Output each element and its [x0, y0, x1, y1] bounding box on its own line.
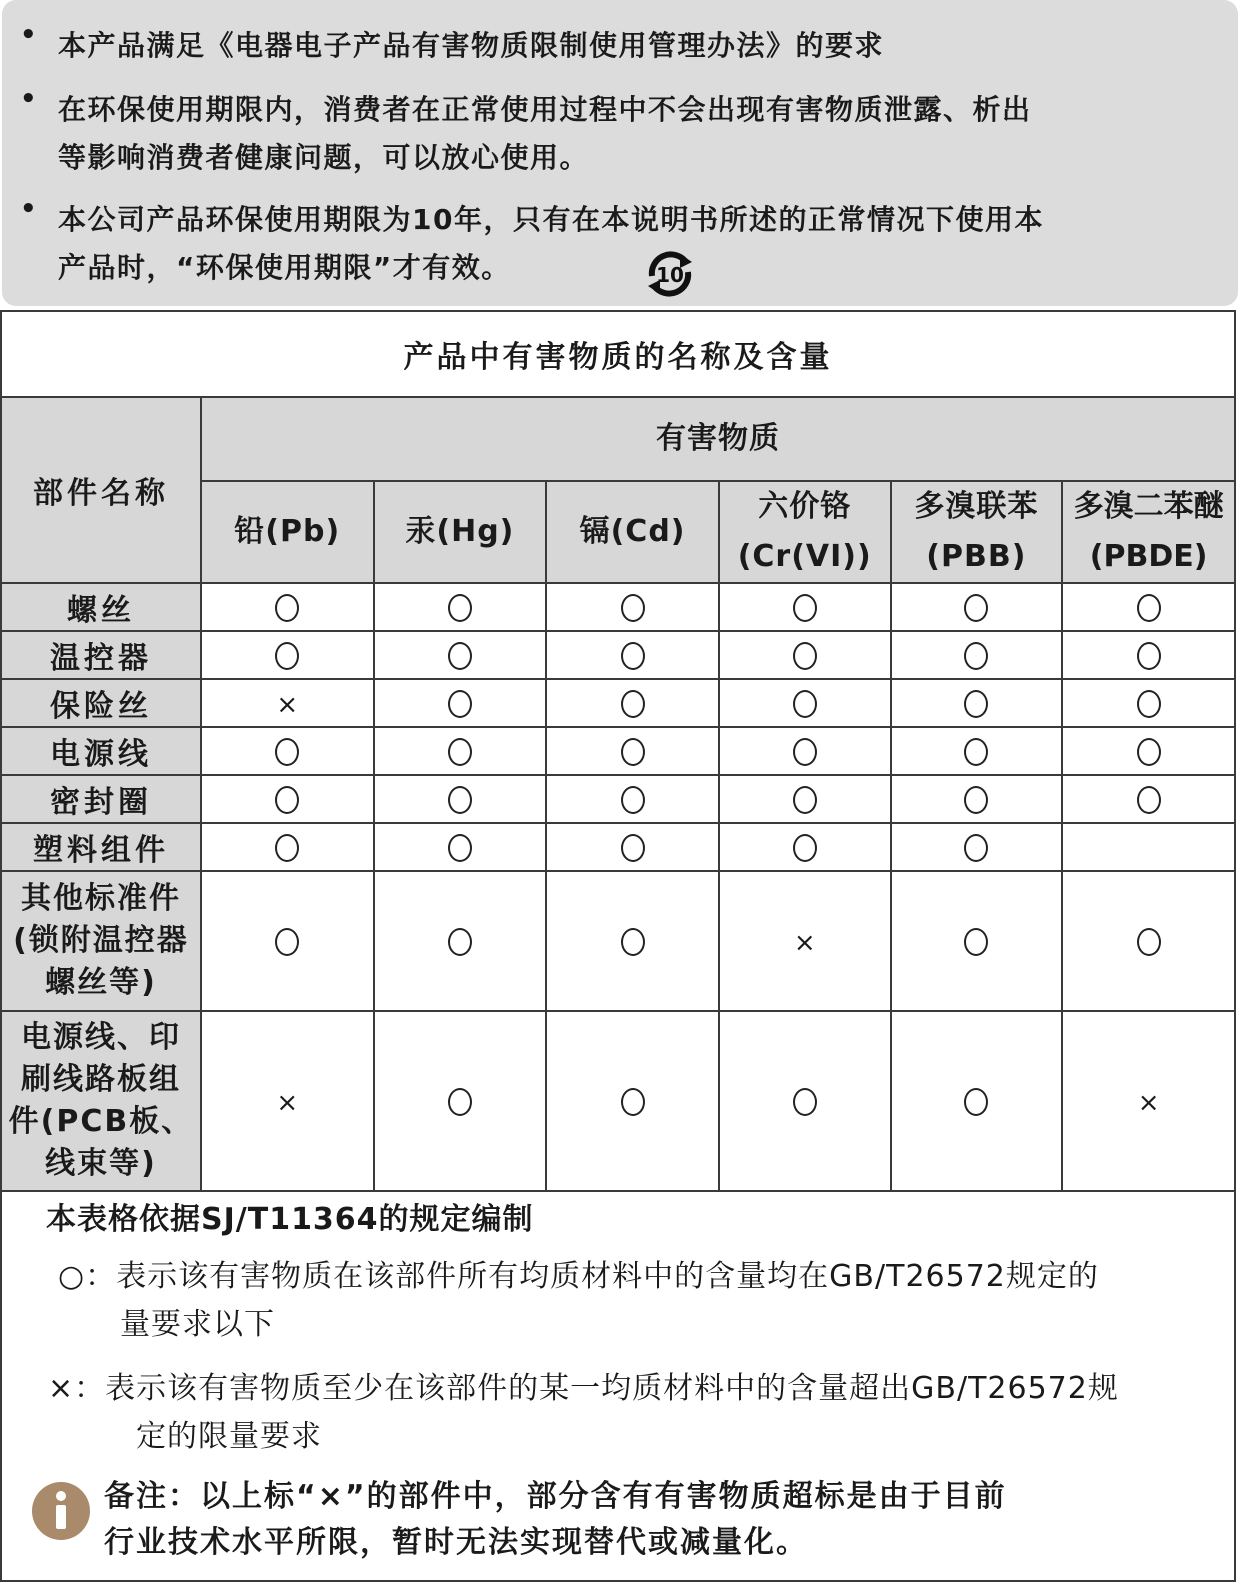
- substance-header: 有害物质: [201, 397, 1235, 481]
- compliant-mark: [964, 594, 988, 622]
- substance-mark-cell: [891, 631, 1063, 679]
- exceeds-mark: ×: [1137, 1087, 1160, 1118]
- substance-mark-cell: [719, 823, 891, 871]
- table-row: [1, 871, 1235, 1011]
- compliant-mark: [964, 928, 988, 956]
- legend-cross-text-2: 定的限量要求: [136, 1419, 322, 1454]
- substance-mark-cell: [1062, 679, 1235, 727]
- part-name-cell: [1, 871, 201, 1011]
- environmental-protection-use-period-icon: [642, 246, 698, 302]
- substance-mark-cell: [891, 727, 1063, 775]
- info-icon: [32, 1482, 90, 1540]
- substance-mark-cell: [201, 775, 374, 823]
- compliant-mark: [964, 786, 988, 814]
- standard-basis: 本表格依据SJ/T11364的规定编制: [46, 1202, 534, 1237]
- part-name-line: 线束等): [45, 1146, 157, 1181]
- compliant-mark: [621, 642, 645, 670]
- bullet: •: [20, 194, 37, 224]
- remark: [104, 1474, 1007, 1566]
- compliant-mark: [448, 786, 472, 814]
- part-name-cell: 温控器: [1, 631, 201, 679]
- part-name-cell: 保险丝: [1, 679, 201, 727]
- table-row: [1, 1011, 1235, 1191]
- compliant-mark: [621, 928, 645, 956]
- table-row: [1, 775, 1235, 823]
- substance-mark-cell: [201, 583, 374, 631]
- circle-symbol: ○：: [58, 1259, 117, 1294]
- substance-mark-cell: [719, 679, 891, 727]
- compliant-mark: [964, 1088, 988, 1116]
- substance-mark-cell: [374, 583, 547, 631]
- compliant-mark: [448, 1088, 472, 1116]
- substance-mark-cell: [719, 775, 891, 823]
- compliant-mark: [793, 594, 817, 622]
- substance-mark-cell: [546, 727, 719, 775]
- rohs-period-text: 10: [656, 263, 684, 287]
- substance-mark-cell: [374, 871, 547, 1011]
- substance-mercury: 汞(Hg): [374, 481, 547, 583]
- cross-symbol: ×：: [48, 1371, 106, 1406]
- notice-line-5: 产品时，“环保使用期限”才有效。: [58, 251, 511, 284]
- notice-line-3: 等影响消费者健康问题，可以放心使用。: [58, 141, 590, 174]
- substance-mark-cell: [374, 775, 547, 823]
- substance-mark-cell: [546, 1011, 719, 1191]
- substance-mark-cell: [891, 775, 1063, 823]
- substance-mark-cell: [891, 823, 1063, 871]
- substance-mark-cell: [719, 871, 891, 1011]
- substance-mark-cell: [1062, 871, 1235, 1011]
- compliant-mark: [621, 1088, 645, 1116]
- bullet: •: [20, 20, 37, 50]
- compliant-mark: [1137, 786, 1161, 814]
- legend-cross: [48, 1364, 1119, 1414]
- compliant-mark: [964, 834, 988, 862]
- compliant-mark: [275, 594, 299, 622]
- compliant-mark: [448, 642, 472, 670]
- exceeds-mark: ×: [276, 689, 299, 720]
- compliant-mark: [793, 834, 817, 862]
- compliant-mark: [621, 690, 645, 718]
- substance-mark-cell: [891, 679, 1063, 727]
- substance-mark-cell: [891, 871, 1063, 1011]
- compliant-mark: [793, 786, 817, 814]
- remark-line-2: 行业技术水平所限，暂时无法实现替代或减量化。: [104, 1525, 808, 1560]
- part-name-cell: 螺丝: [1, 583, 201, 631]
- compliant-mark: [275, 928, 299, 956]
- substance-mark-cell: [201, 679, 374, 727]
- substance-mark-cell: [201, 631, 374, 679]
- compliant-mark: [793, 690, 817, 718]
- hazardous-substance-table: [0, 310, 1236, 1192]
- substance-mark-cell: [374, 631, 547, 679]
- substance-mark-cell: [891, 1011, 1063, 1191]
- compliant-mark: [621, 594, 645, 622]
- compliant-mark: [621, 834, 645, 862]
- exceeds-mark: ×: [276, 1087, 299, 1118]
- compliant-mark: [275, 738, 299, 766]
- part-name-line: 电源线、印: [20, 1020, 181, 1055]
- substance-mark-cell: [374, 823, 547, 871]
- legend-circle: [58, 1252, 1099, 1302]
- part-name-line: (锁附温控器: [13, 923, 189, 958]
- compliant-mark: [964, 690, 988, 718]
- substance-mark-cell: [546, 631, 719, 679]
- substance-mark-cell: [1062, 775, 1235, 823]
- substance-mark-cell: [546, 679, 719, 727]
- part-name-line: 刷线路板组: [20, 1062, 181, 1097]
- substance-cadmium: 镉(Cd): [546, 481, 719, 583]
- table-row: [1, 823, 1235, 871]
- substance-mark-cell: [374, 679, 547, 727]
- legend-circle-text-2: 量要求以下: [120, 1307, 275, 1342]
- compliant-mark: [448, 594, 472, 622]
- bullet: •: [20, 84, 37, 114]
- compliant-mark: [1137, 594, 1161, 622]
- compliant-mark: [1137, 690, 1161, 718]
- part-name-header: 部件名称: [1, 397, 201, 583]
- substance-mark-cell: [201, 727, 374, 775]
- legend-circle-text-1: 表示该有害物质在该部件所有均质材料中的含量均在GB/T26572规定的: [116, 1259, 1099, 1294]
- compliant-mark: [621, 738, 645, 766]
- substance-mark-cell: [719, 583, 891, 631]
- compliant-mark: [448, 834, 472, 862]
- substance-mark-cell: [719, 1011, 891, 1191]
- substance-mark-cell: [1062, 631, 1235, 679]
- compliant-mark: [621, 786, 645, 814]
- substance-mark-cell: [546, 775, 719, 823]
- substance-mark-cell: [1062, 583, 1235, 631]
- compliant-mark: [1137, 738, 1161, 766]
- substance-mark-cell: [719, 727, 891, 775]
- part-name-cell: 塑料组件: [1, 823, 201, 871]
- table-row: [1, 679, 1235, 727]
- table-row: [1, 583, 1235, 631]
- compliant-mark: [448, 738, 472, 766]
- substance-chromium: 六价铬 (Cr(VI)): [719, 481, 891, 583]
- table-title: 产品中有害物质的名称及含量: [1, 311, 1235, 397]
- legend-cross-text-1: 表示该有害物质至少在该部件的某一均质材料中的含量超出GB/T26572规: [105, 1371, 1119, 1406]
- compliant-mark: [964, 642, 988, 670]
- remark-line-1: 备注：以上标“×”的部件中，部分含有有害物质超标是由于目前: [104, 1479, 1007, 1514]
- substance-mark-cell: [201, 1011, 374, 1191]
- substance-mark-cell: [374, 1011, 547, 1191]
- substance-mark-cell: [546, 871, 719, 1011]
- compliant-mark: [964, 738, 988, 766]
- compliance-notice: [2, 0, 1238, 306]
- compliant-mark: [275, 786, 299, 814]
- part-name-line: 其他标准件: [20, 881, 181, 916]
- substance-mark-cell: [201, 871, 374, 1011]
- part-name-cell: 密封圈: [1, 775, 201, 823]
- compliant-mark: [1137, 642, 1161, 670]
- part-name-cell: [1, 1011, 201, 1191]
- substance-mark-cell: [1062, 1011, 1235, 1191]
- compliant-mark: [448, 690, 472, 718]
- substance-lead: 铅(Pb): [201, 481, 374, 583]
- compliant-mark: [448, 928, 472, 956]
- substance-mark-cell: [201, 823, 374, 871]
- substance-pbb: 多溴联苯 (PBB): [891, 481, 1063, 583]
- substance-mark-cell: [719, 631, 891, 679]
- compliant-mark: [1137, 928, 1161, 956]
- table-notes: [0, 1190, 1236, 1582]
- substance-mark-cell: [546, 583, 719, 631]
- table-row: [1, 631, 1235, 679]
- notice-line-4: 本公司产品环保使用期限为10年，只有在本说明书所述的正常情况下使用本: [58, 203, 1044, 236]
- notice-line-2: 在环保使用期限内，消费者在正常使用过程中不会出现有害物质泄露、析出: [58, 93, 1032, 126]
- compliant-mark: [275, 642, 299, 670]
- substance-mark-cell: [1062, 823, 1235, 871]
- substance-mark-cell: [1062, 727, 1235, 775]
- part-name-cell: 电源线: [1, 727, 201, 775]
- table-row: [1, 727, 1235, 775]
- notice-line-1: 本产品满足《电器电子产品有害物质限制使用管理办法》的要求: [58, 29, 885, 62]
- compliant-mark: [275, 834, 299, 862]
- substance-pbde: 多溴二苯醚 (PBDE): [1062, 481, 1235, 583]
- part-name-line: 螺丝等): [45, 965, 157, 1000]
- compliant-mark: [793, 738, 817, 766]
- compliant-mark: [793, 1088, 817, 1116]
- substance-mark-cell: [374, 727, 547, 775]
- compliant-mark: [793, 642, 817, 670]
- part-name-line: 件(PCB板、: [8, 1104, 194, 1139]
- substance-mark-cell: [546, 823, 719, 871]
- substance-mark-cell: [891, 583, 1063, 631]
- exceeds-mark: ×: [793, 927, 816, 958]
